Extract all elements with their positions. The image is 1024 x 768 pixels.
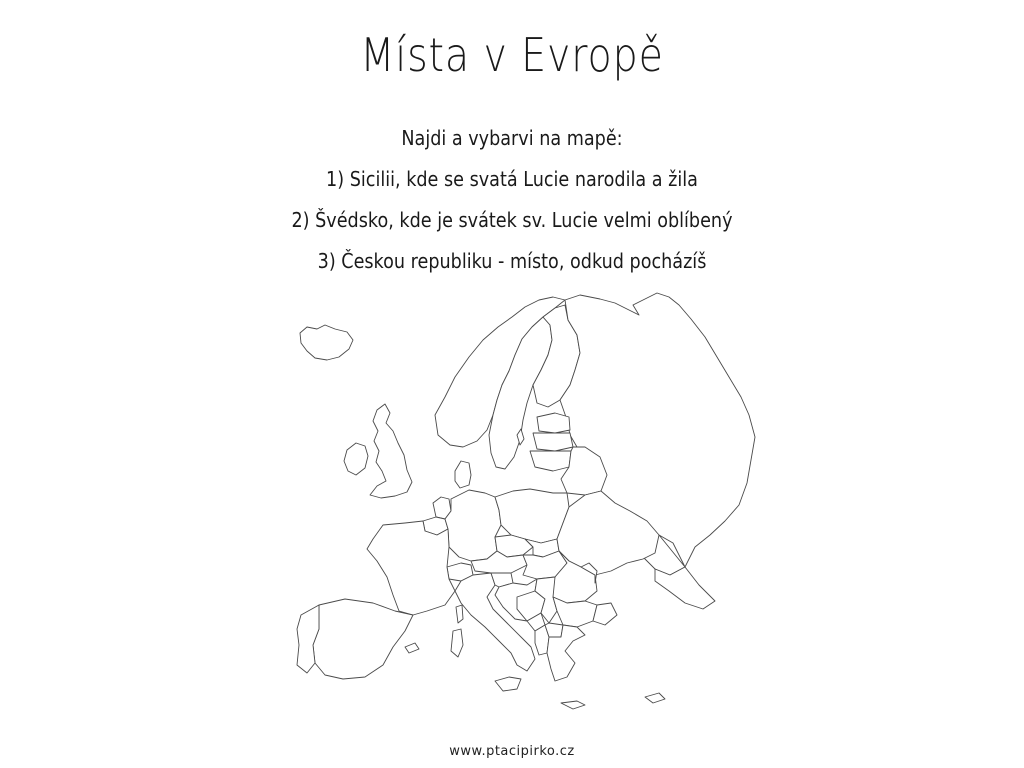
instruction-item-1: 1) Sicilii, kde se svatá Lucie narodila a žila (326, 167, 698, 191)
region-germany[interactable] (445, 490, 501, 561)
region-crete[interactable] (561, 701, 585, 709)
region-great-britain[interactable] (370, 404, 412, 498)
region-ireland[interactable] (344, 443, 368, 475)
region-turkey[interactable] (593, 603, 617, 625)
instruction-item-3: 3) Českou republiku - místo, odkud pocházíš (317, 249, 707, 273)
region-cyprus[interactable] (645, 693, 665, 703)
region-france[interactable] (367, 521, 455, 615)
region-denmark[interactable] (455, 461, 471, 488)
page-title: Místa v Evropě (360, 28, 664, 82)
region-latvia[interactable] (533, 433, 573, 451)
region-iceland[interactable] (300, 325, 353, 360)
instructions-intro: Najdi a vybarvi na mapě: (401, 126, 623, 150)
instruction-item-2: 2) Švédsko, kde je svátek sv. Lucie velmi oblíbený (291, 208, 733, 232)
region-sardinia[interactable] (451, 629, 463, 657)
region-estonia[interactable] (537, 413, 570, 433)
region-lithuania[interactable] (530, 451, 571, 471)
region-poland[interactable] (495, 489, 569, 543)
footer-url[interactable]: www.ptacipirko.cz (449, 744, 575, 759)
region-balearic[interactable] (405, 643, 419, 653)
instructions (61, 118, 962, 282)
region-sicily[interactable] (495, 677, 521, 691)
region-spain[interactable] (313, 599, 413, 679)
region-corsica[interactable] (456, 605, 463, 623)
europe-map[interactable] (255, 285, 775, 735)
